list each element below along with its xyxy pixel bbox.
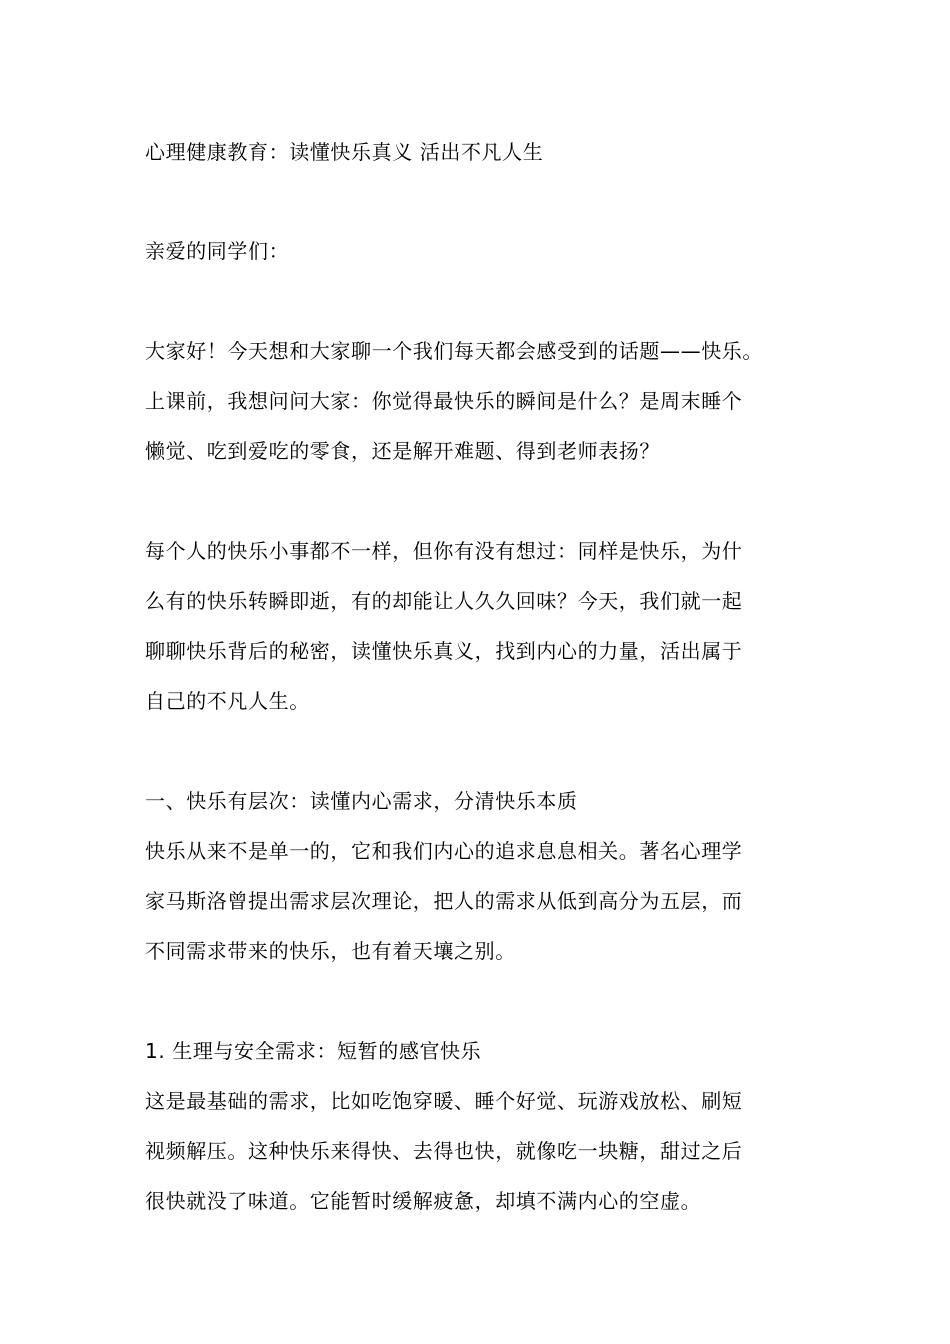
title-text: 心理健康教育：读懂快乐真义 活出不凡人生 <box>145 140 544 164</box>
greeting <box>145 226 825 276</box>
paragraph-line: 每个人的快乐小事都不一样，但你有没有想过：同样是快乐，为什 <box>145 539 743 563</box>
paragraph-line: 么有的快乐转瞬即逝，有的却能让人久久回味？今天，我们就一起 <box>145 589 743 613</box>
paragraph-line: 快乐从来不是单一的，它和我们内心的追求息息相关。著名心理学 <box>145 839 743 863</box>
section-1 <box>145 776 825 976</box>
paragraph-purpose <box>145 526 825 726</box>
document-title <box>145 127 825 177</box>
paragraph-line: 家马斯洛曾提出需求层次理论，把人的需求从低到高分为五层，而 <box>145 889 743 913</box>
paragraph-line: 视频解压。这种快乐来得快、去得也快，就像吃一块糖，甜过之后 <box>145 1139 743 1163</box>
subsection-heading: 1. 生理与安全需求：短暂的感官快乐 <box>145 1039 482 1063</box>
paragraph-line: 很快就没了味道。它能暂时缓解疲惫，却填不满内心的空虚。 <box>145 1189 702 1213</box>
paragraph-line: 大家好！今天想和大家聊一个我们每天都会感受到的话题——快乐。 <box>145 339 763 363</box>
paragraph-line: 懒觉、吃到爱吃的零食，还是解开难题、得到老师表扬？ <box>145 439 660 463</box>
paragraph-intro <box>145 326 825 476</box>
paragraph-line: 这是最基础的需求，比如吃饱穿暖、睡个好觉、玩游戏放松、刷短 <box>145 1089 743 1113</box>
subsection-1 <box>145 1026 825 1226</box>
paragraph-line: 上课前，我想问问大家：你觉得最快乐的瞬间是什么？是周末睡个 <box>145 389 743 413</box>
section-heading: 一、快乐有层次：读懂内心需求，分清快乐本质 <box>145 789 578 813</box>
paragraph-line: 聊聊快乐背后的秘密，读懂快乐真义，找到内心的力量，活出属于 <box>145 639 743 663</box>
paragraph-line: 不同需求带来的快乐，也有着天壤之别。 <box>145 939 516 963</box>
paragraph-line: 自己的不凡人生。 <box>145 689 310 713</box>
greeting-text: 亲爱的同学们： <box>145 239 290 263</box>
